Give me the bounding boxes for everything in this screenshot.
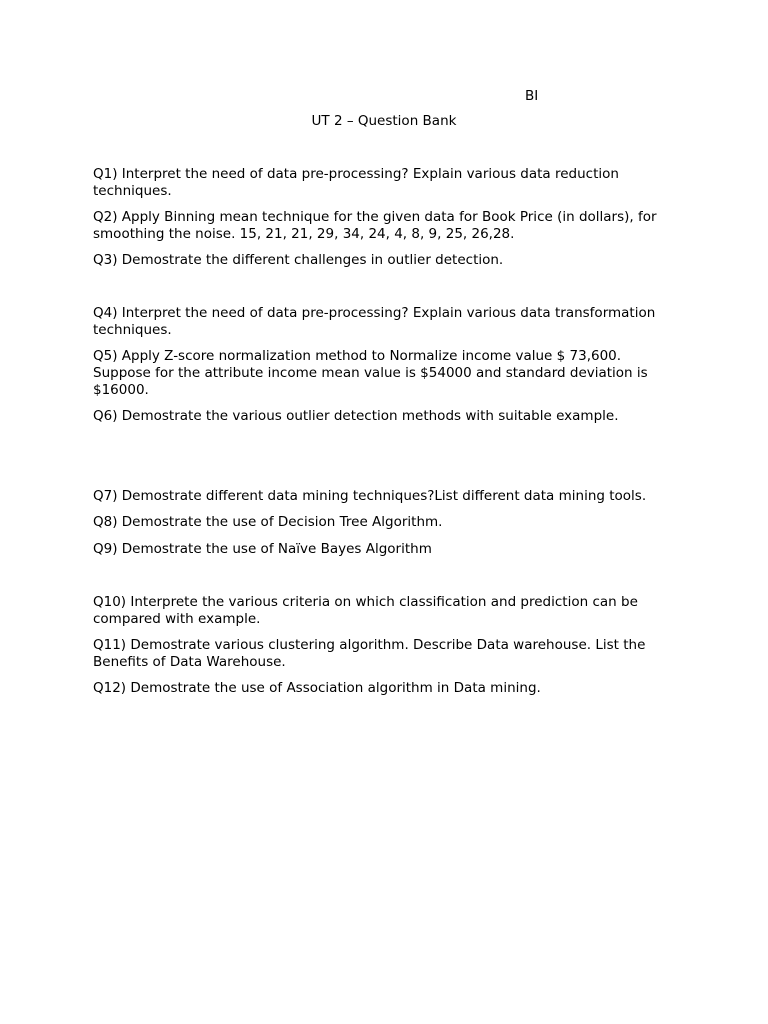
question-7: Q7) Demostrate different data mining techniques?List different data mining tools. xyxy=(93,488,647,504)
question-4: Q4) Interpret the need of data pre-processing? Explain various data transformation techniques. xyxy=(93,305,656,338)
question-11: Q11) Demostrate various clustering algorithm. Describe Data warehouse. List the Benefits of Data Warehouse. xyxy=(93,637,646,670)
subject-label: BI xyxy=(525,88,539,104)
question-2: Q2) Apply Binning mean technique for the given data for Book Price (in dollars), for smoothing the noise. 15, 21, 21, 29, 34, 24, 4, 8, 9, 25, 26,28. xyxy=(93,209,657,242)
question-8: Q8) Demostrate the use of Decision Tree Algorithm. xyxy=(93,514,443,530)
page-title: UT 2 – Question Bank xyxy=(311,113,457,129)
question-1: Q1) Interpret the need of data pre-processing? Explain various data reduction techniques. xyxy=(93,166,619,199)
question-12: Q12) Demostrate the use of Association algorithm in Data mining. xyxy=(93,680,541,696)
question-10: Q10) Interprete the various criteria on which classification and prediction can be compared with example. xyxy=(93,594,638,627)
question-3: Q3) Demostrate the different challenges in outlier detection. xyxy=(93,252,504,268)
question-6: Q6) Demostrate the various outlier detection methods with suitable example. xyxy=(93,408,619,424)
question-9: Q9) Demostrate the use of Naïve Bayes Algorithm xyxy=(93,541,432,557)
question-5: Q5) Apply Z-score normalization method to Normalize income value $ 73,600. Suppose for the attribute income mean value is $54000 and standard deviation is $16000. xyxy=(93,348,648,398)
